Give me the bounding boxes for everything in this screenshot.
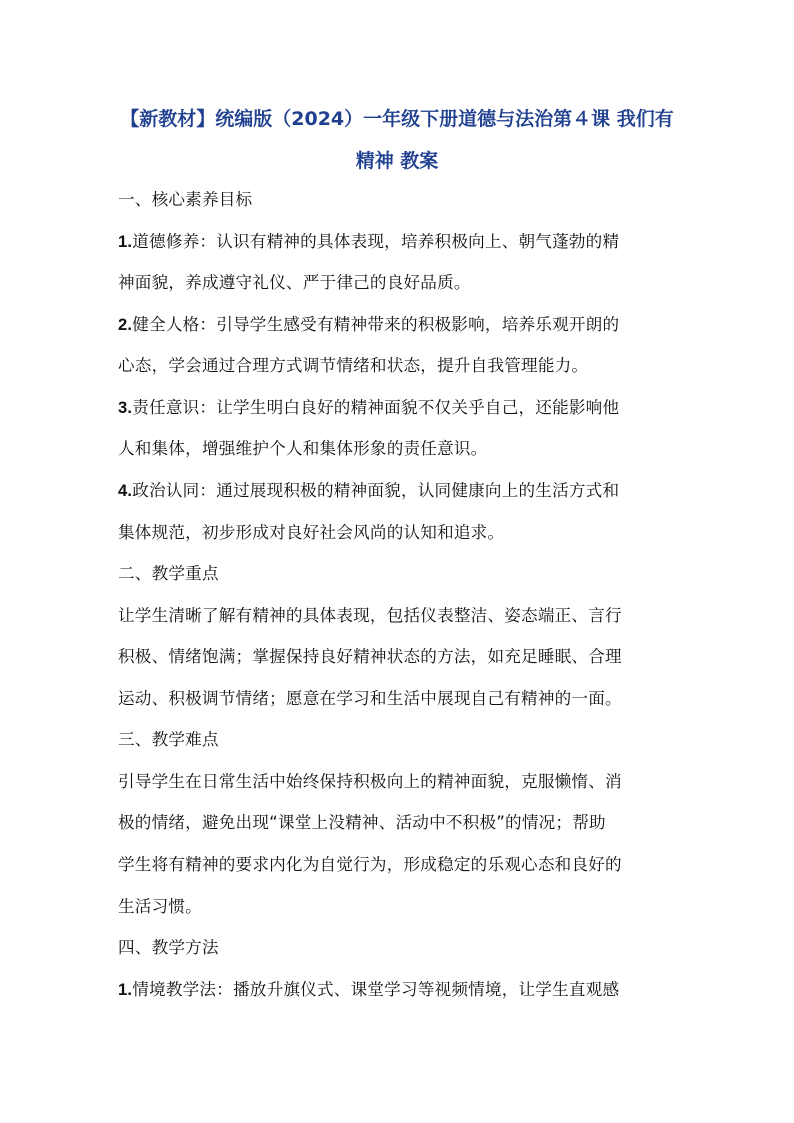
s1-item3-line2: 人和集体，增强维护个人和集体形象的责任意识。 bbox=[118, 439, 488, 458]
section-2-heading: 二、教学重点 bbox=[118, 564, 219, 583]
document-title-line-1: 【新教材】统编版（2024）一年级下册道德与法治第４课 我们有 bbox=[120, 108, 674, 130]
s1-item1-text: 道德修养：认识有精神的具体表现，培养积极向上、朝气蓬勃的精 bbox=[132, 232, 620, 251]
s2-paragraph-line3: 运动、积极调节情绪；愿意在学习和生活中展现自己有精神的一面。 bbox=[118, 689, 622, 708]
s3-paragraph-line1: 引导学生在日常生活中始终保持积极向上的精神面貌，克服懒惰、消 bbox=[118, 772, 622, 791]
s4-item1-text: 情境教学法：播放升旗仪式、课堂学习等视频情境，让学生直观感 bbox=[132, 980, 620, 999]
s4-item1-number: 1. bbox=[118, 980, 133, 999]
document-title-line-2: 精神 教案 bbox=[355, 150, 439, 172]
s1-item2-line2: 心态，学会通过合理方式调节情绪和状态，提升自我管理能力。 bbox=[118, 356, 589, 375]
s3-paragraph-line4: 生活习惯。 bbox=[118, 897, 202, 916]
s1-item2-line1 bbox=[118, 313, 680, 337]
s3-paragraph-line2: 极的情绪，避免出现“课堂上没精神、活动中不积极”的情况；帮助 bbox=[118, 813, 606, 832]
s1-item4-line2: 集体规范，初步形成对良好社会风尚的认知和追求。 bbox=[118, 523, 505, 542]
section-4-heading: 四、教学方法 bbox=[118, 938, 219, 957]
s1-item3-line1 bbox=[118, 396, 680, 420]
s1-item1-line1 bbox=[118, 230, 680, 254]
s1-item4-text: 政治认同：通过展现积极的精神面貌，认同健康向上的生活方式和 bbox=[132, 481, 620, 500]
s1-item2-text: 健全人格：引导学生感受有精神带来的积极影响，培养乐观开朗的 bbox=[132, 315, 620, 334]
s2-paragraph-line1: 让学生清晰了解有精神的具体表现，包括仪表整洁、姿态端正、言行 bbox=[118, 606, 622, 625]
s1-item2-number: 2. bbox=[118, 315, 133, 334]
s1-item3-text: 责任意识：让学生明白良好的精神面貌不仅关乎自己，还能影响他 bbox=[132, 398, 620, 417]
s1-item4-line1 bbox=[118, 479, 680, 503]
s1-item1-number: 1. bbox=[118, 232, 133, 251]
section-1-heading: 一、核心素养目标 bbox=[118, 190, 253, 209]
s2-paragraph-line2: 积极、情绪饱满；掌握保持良好精神状态的方法，如充足睡眠、合理 bbox=[118, 647, 622, 666]
section-3-heading: 三、教学难点 bbox=[118, 730, 219, 749]
s1-item4-number: 4. bbox=[118, 481, 133, 500]
s3-paragraph-line3: 学生将有精神的要求内化为自觉行为，形成稳定的乐观心态和良好的 bbox=[118, 855, 622, 874]
s1-item3-number: 3. bbox=[118, 398, 133, 417]
s1-item1-line2: 神面貌，养成遵守礼仪、严于律己的良好品质。 bbox=[118, 273, 471, 292]
s4-item1-line1 bbox=[118, 978, 680, 1002]
